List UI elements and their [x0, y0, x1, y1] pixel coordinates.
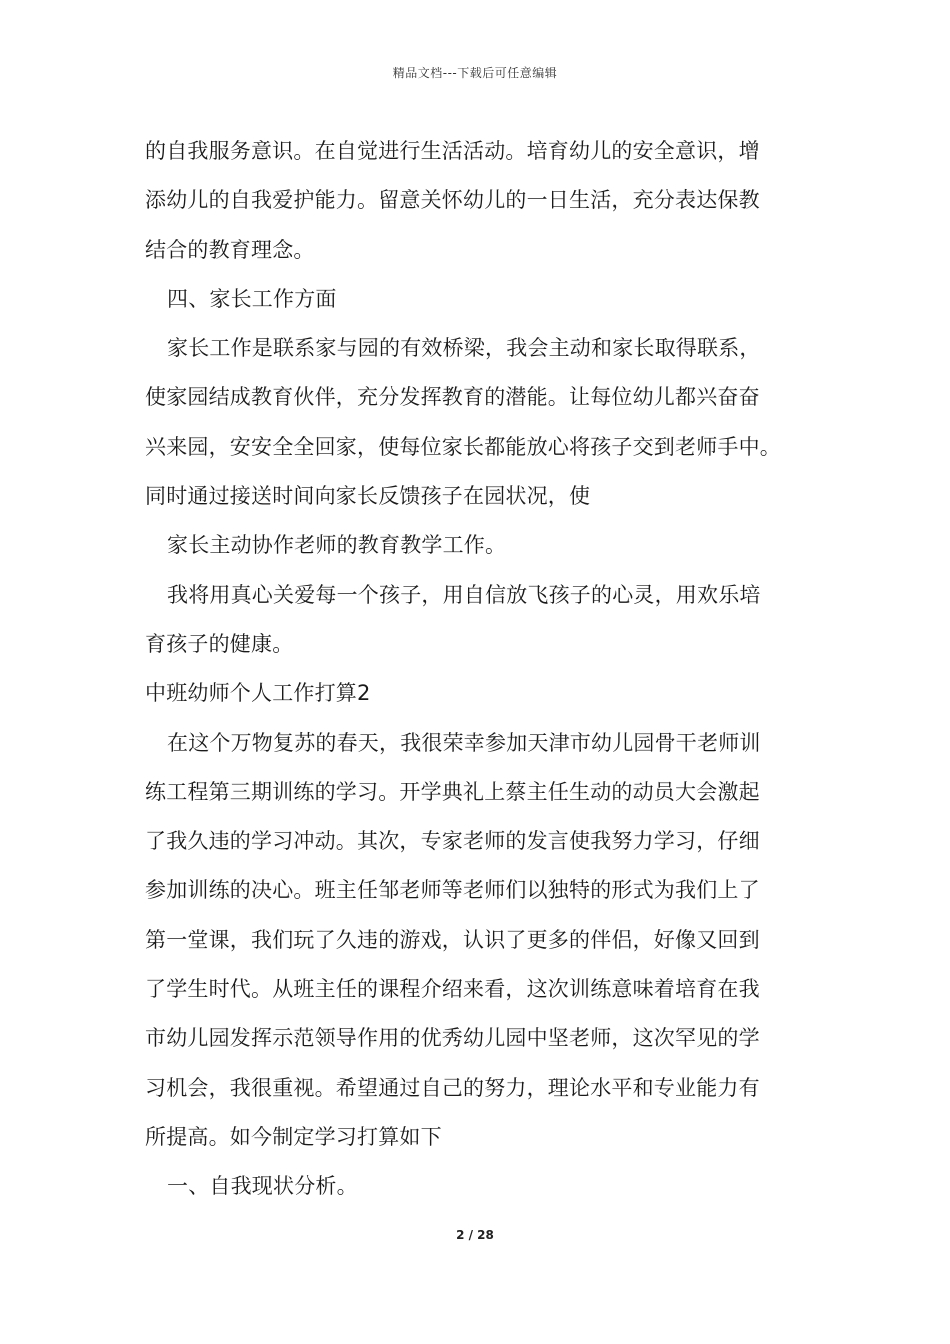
text-line: 参加训练的决心。班主任邹老师等老师们以独特的形式为我们上了 [145, 878, 760, 903]
text-line: 的自我服务意识。在自觉进行生活活动。培育幼儿的安全意识，增 [145, 139, 760, 163]
page-number: 2 / 28 [456, 1228, 494, 1242]
text-line: 了我久违的学习冲动。其次，专家老师的发言使我努力学习，仔细 [145, 829, 760, 854]
text-line: 同时通过接送时间向家长反馈孩子在园状况，使 [145, 484, 591, 509]
text-line: 添幼儿的自我爱护能力。留意关怀幼儿的一日生活，充分表达保教 [145, 188, 760, 213]
page-header: 精品文档---下载后可任意编辑 [392, 66, 558, 80]
text-line: 习机会，我很重视。希望通过自己的努力，理论水平和专业能力有 [145, 1075, 760, 1100]
section-heading: 四、家长工作方面 [167, 286, 337, 311]
text-line: 使家园结成教育伙伴，充分发挥教育的潜能。让每位幼儿都兴奋奋 [145, 385, 760, 410]
text-line: 第一堂课，我们玩了久违的游戏，认识了更多的伴侣，好像又回到 [145, 927, 760, 952]
text-line: 结合的教育理念。 [145, 237, 315, 262]
text-line: 我将用真心关爱每一个孩子，用自信放飞孩子的心灵，用欢乐培 [167, 582, 761, 607]
text-line: 练工程第三期训练的学习。开学典礼上蔡主任生动的动员大会激起 [145, 779, 760, 804]
text-line: 育孩子的健康。 [145, 631, 294, 656]
text-line: 所提高。如今制定学习打算如下 [145, 1124, 442, 1149]
text-line: 家长工作是联系家与园的有效桥梁，我会主动和家长取得联系， [167, 336, 761, 361]
text-line: 家长主动协作老师的教育教学工作。 [167, 533, 507, 558]
document-body [145, 127, 815, 1212]
text-line: 市幼儿园发挥示范领导作用的优秀幼儿园中坚老师，这次罕见的学 [145, 1026, 760, 1051]
section-heading: 一、自我现状分析。 [167, 1174, 358, 1199]
text-line: 了学生时代。从班主任的课程介绍来看，这次训练意味着培育在我 [145, 977, 760, 1002]
text-line: 兴来园，安安全全回家，使每位家长都能放心将孩子交到老师手中。 [145, 434, 781, 459]
article-title: 中班幼师个人工作打算2 [145, 681, 371, 706]
text-line: 在这个万物复苏的春天，我很荣幸参加天津市幼儿园骨干老师训 [167, 730, 761, 755]
